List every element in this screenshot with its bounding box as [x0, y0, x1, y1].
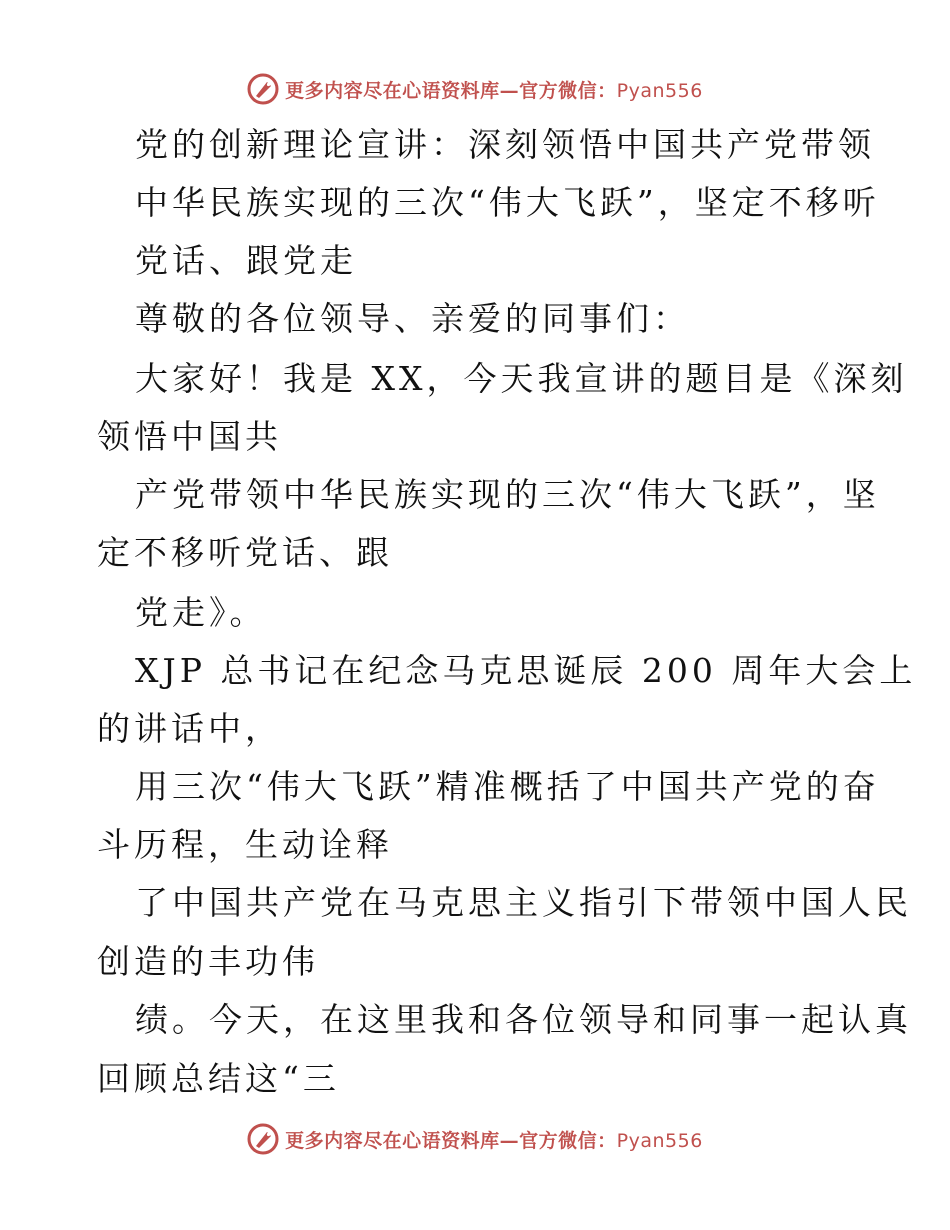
text-line: 党走》。 — [135, 593, 267, 632]
text-line: XJP 总书记在纪念马克思诞辰 200 周年大会上 — [135, 651, 917, 690]
text-line: 产党带领中华民族实现的三次“伟大飞跃”，坚 — [135, 475, 880, 514]
header-banner — [0, 72, 950, 106]
text-line: 绩。今天，在这里我和各位领导和同事一起认真 — [135, 1000, 912, 1039]
text-line: 斗历程，生动诠释 — [97, 825, 393, 864]
text-line: 大家好！我是 XX，今天我宣讲的题目是《深刻 — [135, 359, 908, 398]
pen-nib-logo-icon — [247, 1123, 279, 1155]
header-banner-text: 更多内容尽在心语资料库—官方微信：Pyan556 — [285, 79, 703, 102]
text-line: 定不移听党话、跟 — [97, 533, 393, 572]
text-line: 中华民族实现的三次“伟大飞跃”，坚定不移听 — [135, 183, 880, 222]
text-line: 的讲话中， — [97, 709, 282, 748]
pen-nib-logo-icon — [247, 73, 279, 105]
text-line: 用三次“伟大飞跃”精准概括了中国共产党的奋 — [135, 767, 880, 806]
text-line: 党的创新理论宣讲：深刻领悟中国共产党带领 — [135, 125, 875, 164]
text-line: 创造的丰功伟 — [97, 942, 319, 981]
footer-banner-text: 更多内容尽在心语资料库—官方微信：Pyan556 — [285, 1129, 703, 1152]
text-line: 了中国共产党在马克思主义指引下带领中国人民 — [135, 883, 912, 922]
text-line: 领悟中国共 — [97, 417, 282, 456]
text-line: 党话、跟党走 — [135, 241, 357, 280]
footer-banner — [0, 1122, 950, 1156]
text-line: 尊敬的各位领导、亲爱的同事们： — [135, 299, 690, 338]
text-line: 回顾总结这“三 — [97, 1059, 340, 1098]
